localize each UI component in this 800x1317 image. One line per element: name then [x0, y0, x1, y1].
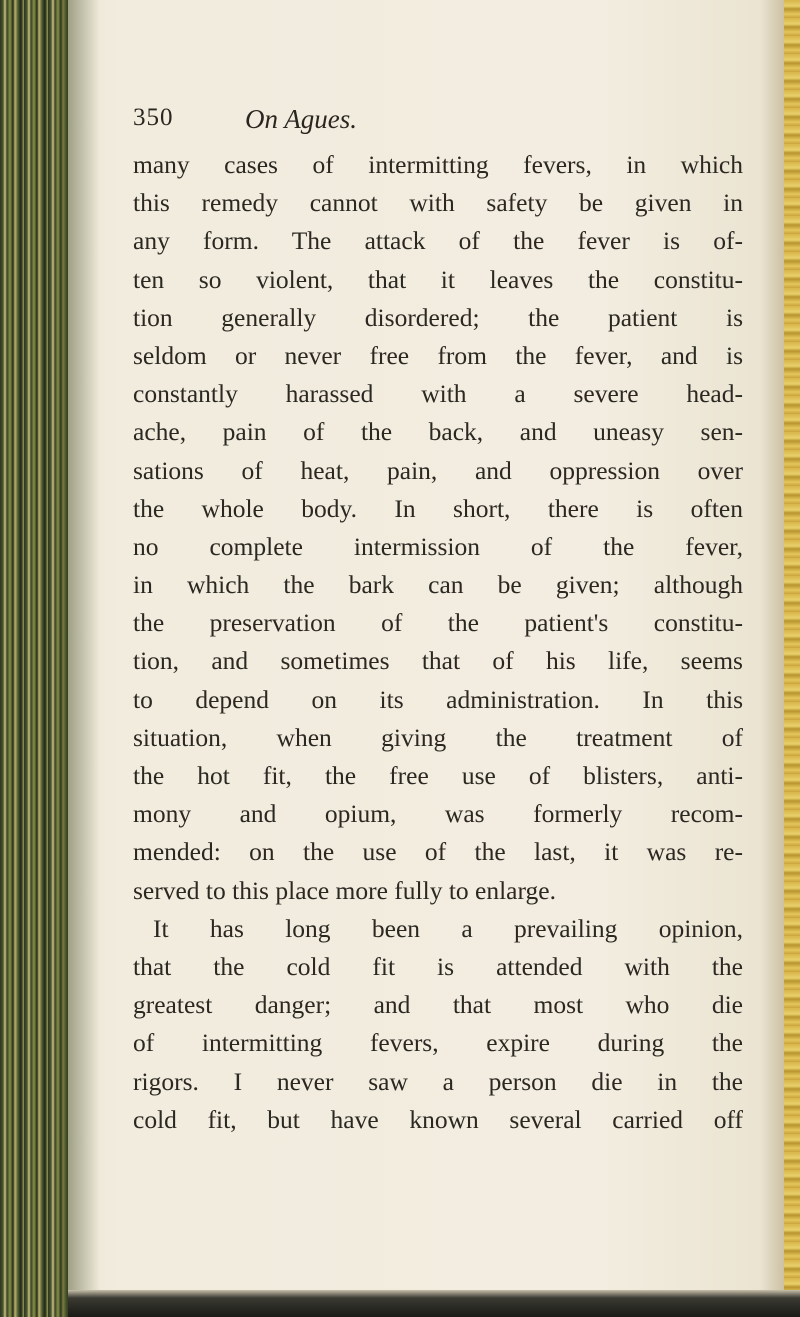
text-line: ten so violent, that it leaves the constitu-	[133, 264, 743, 294]
text-line: situation, when giving the treatment of	[133, 722, 743, 752]
text-line: that the cold fit is attended with the	[133, 951, 743, 981]
text-line: served to this place more fully to enlarge.	[133, 875, 556, 905]
text-line: in which the bark can be given; although	[133, 570, 743, 600]
gutter-shadow	[60, 0, 100, 1317]
text-line: of intermitting fevers, expire during the	[133, 1028, 743, 1058]
text-line: mended: on the use of the last, it was re-	[133, 837, 743, 867]
text-line: tion generally disordered; the patient is	[133, 302, 743, 332]
page-bottom-edge	[68, 1290, 800, 1317]
text-line: many cases of intermitting fevers, in which	[133, 150, 743, 179]
text-line: constantly harassed with a severe head-	[133, 379, 743, 409]
page-number: 350	[133, 104, 174, 131]
text-line: mony and opium, was formerly recom-	[133, 799, 743, 829]
text-line: no complete intermission of the fever,	[133, 531, 743, 561]
text-line: to depend on its administration. In this	[133, 684, 743, 714]
book-spine-binding	[0, 0, 68, 1317]
text-line: cold fit, but have known several carried off	[133, 1104, 743, 1134]
text-line: ache, pain of the back, and uneasy sen-	[133, 417, 743, 447]
text-line: any form. The attack of the fever is of-	[133, 226, 743, 256]
text-line: seldom or never free from the fever, and is	[133, 340, 743, 370]
gilt-page-edges	[784, 0, 800, 1317]
text-line: the whole body. In short, there is often	[133, 493, 743, 523]
text-line: this remedy cannot with safety be given in	[133, 188, 743, 218]
text-line: It has long been a prevailing opinion,	[153, 913, 743, 943]
running-head: On Agues.	[245, 104, 357, 134]
text-line: sations of heat, pain, and oppression over	[133, 455, 743, 485]
text-line: greatest danger; and that most who die	[133, 990, 743, 1020]
page-header	[133, 96, 693, 146]
page-edge-shadow	[760, 0, 786, 1317]
text-line: rigors. I never saw a person die in the	[133, 1066, 743, 1096]
body-text	[133, 146, 743, 1139]
text-line: the hot fit, the free use of blisters, anti-	[133, 761, 743, 790]
text-line: the preservation of the patient's constitu-	[133, 608, 743, 638]
text-line: tion, and sometimes that of his life, seems	[133, 646, 743, 676]
